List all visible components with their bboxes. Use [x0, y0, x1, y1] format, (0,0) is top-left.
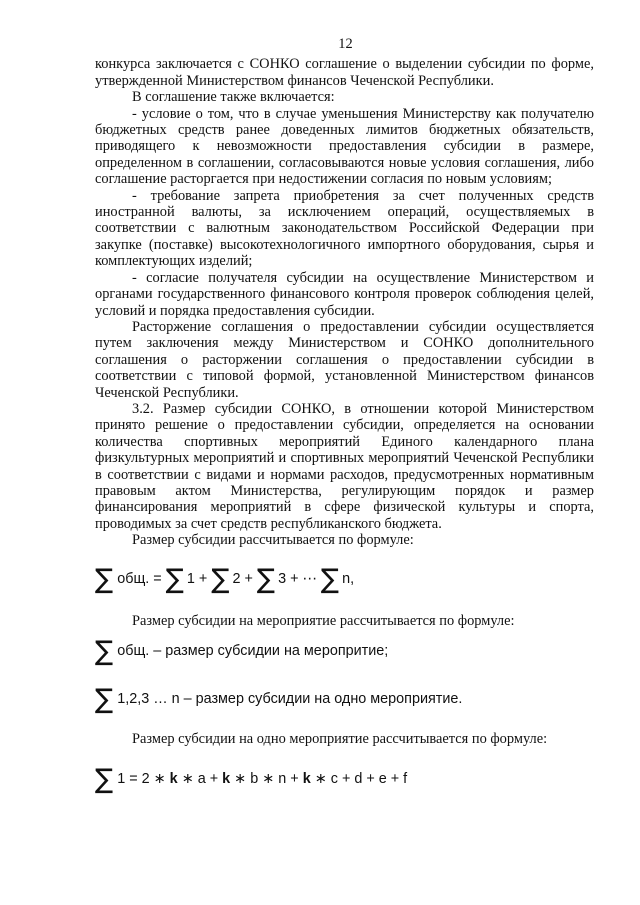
formula-one-event	[95, 761, 594, 797]
sigma-symbol: ∑	[256, 564, 276, 596]
paragraph-5: - согласие получателя субсидии на осуществление Министерством и органами государственного финансового контроля проверок соблюдения целей, условий и порядка предоставления субсидии.	[95, 269, 594, 319]
paragraph-7: 3.2. Размер субсидии СОНКО, в отношении которой Министерством принято решение о предоставлении субсидии, определяется на основании количества спортивных мероприятий Единого календарного плана физкультурных мероприятий и спортивных мероприятий Чеченской Республики в соответствии с видами и нормами расходов, предусмотренных нормативным правовым актом Министерства, регулирующим порядок и размер финансирования мероприятий в сфере физической культуры и спорта, проводимых за счет средств республиканского бюджета.	[95, 400, 594, 532]
paragraph-8: Размер субсидии рассчитывается по формуле:	[132, 532, 414, 549]
paragraph-10: Размер субсидии на одно мероприятие рассчитывается по формуле:	[132, 731, 548, 747]
formula-coefficient-k: k	[302, 771, 311, 788]
page-number: 12	[338, 36, 353, 52]
paragraph-1: конкурса заключается с СОНКО соглашение о выделении субсидии по форме, утвержденной Министерством финансов Чеченской Республики.	[95, 56, 594, 89]
formula-def-text: 1,2,3 … n – размер субсидии на одно мероприятие.	[117, 690, 463, 707]
formula-def-total	[95, 633, 594, 669]
formula-term: ∗ c + d + e + f	[314, 771, 408, 788]
formula-term: 1 +	[186, 571, 208, 588]
sigma-symbol: ∑	[95, 564, 114, 596]
formula-lhs: 1 = 2 ∗	[117, 771, 166, 788]
sigma-symbol: ∑	[211, 564, 230, 596]
formula-term: 3 + ⋯	[278, 571, 317, 588]
paragraph-2: В соглашение также включается:	[132, 89, 335, 106]
formula-lhs: общ. =	[117, 571, 162, 588]
formula-coefficient-k: k	[222, 771, 231, 788]
sigma-symbol: ∑	[95, 683, 114, 715]
formula-total	[95, 561, 594, 599]
sigma-symbol: ∑	[95, 635, 114, 667]
sigma-symbol: ∑	[320, 564, 340, 596]
sigma-symbol: ∑	[95, 763, 114, 795]
paragraph-6: Расторжение соглашения о предоставлении субсидии осуществляется путем заключения между Министерством и СОНКО дополнительного соглашения о расторжении соглашения о предоставлении субсидии в соответствии с типовой формой, установленной Министерством финансов Чеченской Республики.	[95, 318, 594, 401]
paragraph-4: - требование запрета приобретения за счет полученных средств иностранной валюты, за исключением операций, осуществляемых в соответствии с валютным законодательством Российской Федерации при закупке (поставке) высокотехнологичного импортного оборудования, сырья и комплектующих изделий;	[95, 187, 594, 270]
formula-term: n,	[342, 571, 355, 588]
sigma-symbol: ∑	[165, 564, 184, 596]
formula-term: ∗ a +	[181, 771, 219, 788]
formula-def-each	[95, 681, 594, 717]
formula-coefficient-k: k	[169, 771, 178, 788]
formula-term: 2 +	[232, 571, 253, 588]
formula-term: ∗ b ∗ n +	[234, 771, 299, 788]
paragraph-9: Размер субсидии на мероприятие рассчитывается по формуле:	[132, 612, 515, 629]
paragraph-3: - условие о том, что в случае уменьшения Министерству как получателю бюджетных средств ранее доведенных лимитов бюджетных обязательств, приводящего к невозможности предоставления субсидии в размере, определенном в соглашении, согласовываются новые условия соглашения, либо соглашение расторгается при недостижении согласия по новым условиям;	[95, 105, 594, 188]
formula-def-text: общ. – размер субсидии на меропритие;	[117, 642, 389, 659]
